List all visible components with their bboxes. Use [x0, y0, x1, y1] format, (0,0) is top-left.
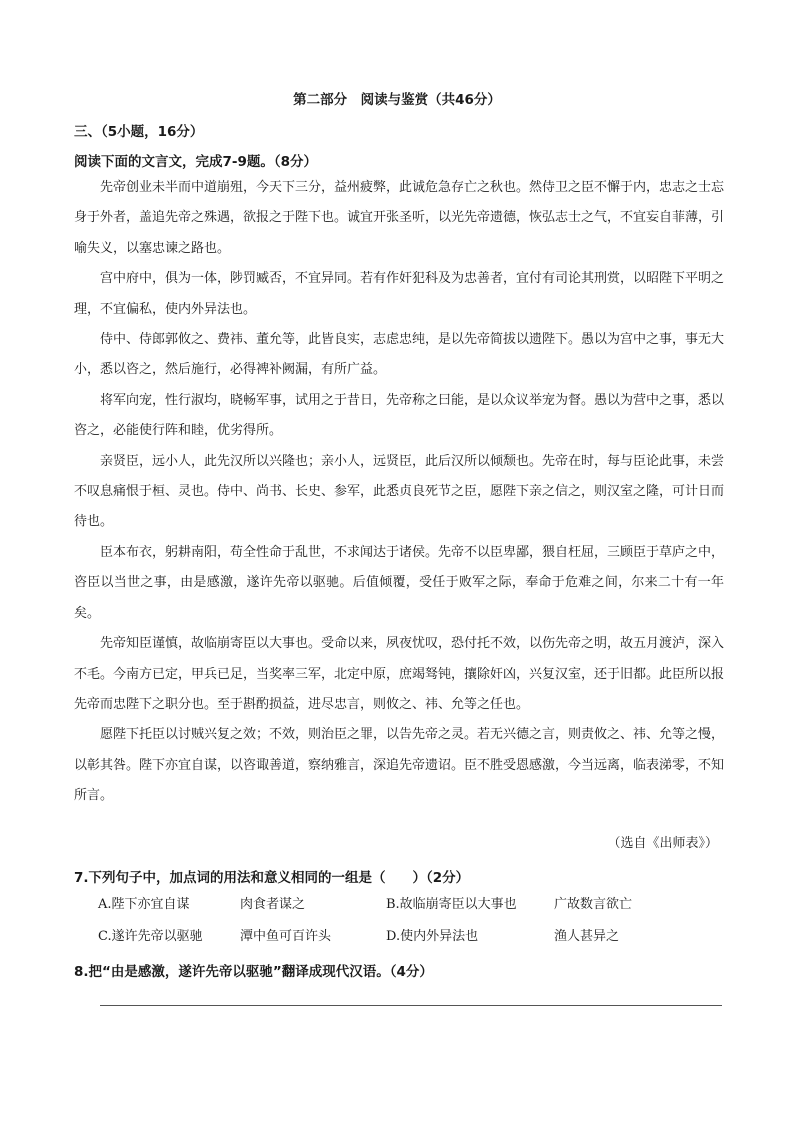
passage-paragraph: 臣本布衣，躬耕南阳，苟全性命于乱世，不求闻达于诸侯。先帝不以臣卑鄙，猥自枉屈，三顾臣于草庐之中，咨臣以当世之事，由是感激，遂许先帝以驱驰。后值倾覆，受任于败军之际，奉命于危难之间，尔来二十有一年矣。: [74, 544, 725, 621]
option-c-sentence-2: 潭中鱼可百许头: [240, 929, 332, 944]
question-7-stem: 7.下列句子中，加点词的用法和意义相同的一组是（ ）（2分）: [74, 870, 470, 886]
option-a-sentence-2: 肉食者谋之: [240, 897, 306, 912]
option-b-sentence-2: 广故数言欲亡: [554, 897, 633, 912]
question-7-options-row-1: [98, 893, 718, 915]
option-a-sentence-1: A.陛下亦宜自谋: [98, 897, 190, 912]
passage-paragraph: 先帝知臣谨慎，故临崩寄臣以大事也。受命以来，夙夜忧叹，恐付托不效，以伤先帝之明，故五月渡泸，深入不毛。今南方已定，甲兵已足，当奖率三军，北定中原，庶竭驽钝，攘除奸凶，兴复汉室，还于旧都。此臣所以报先帝而忠陛下之职分也。至于斟酌损益，进尽忠言，则攸之、祎、允等之任也。: [74, 636, 725, 712]
option-d-sentence-2: 渔人甚异之: [554, 929, 620, 944]
passage-paragraph: 宫中府中，俱为一体，陟罚臧否，不宜异同。若有作奸犯科及为忠善者，宜付有司论其刑赏，以昭陛下平明之理，不宜偏私，使内外异法也。: [74, 271, 725, 317]
option-b-sentence-1: B.故临崩寄臣以大事也: [386, 897, 517, 912]
option-d-sentence-1: D.使内外异法也: [386, 929, 479, 944]
passage-paragraph: 先帝创业未半而中道崩殂，今天下三分，益州疲弊，此诚危急存亡之秋也。然侍卫之臣不懈于内，忠志之士忘身于外者，盖追先帝之殊遇，欲报之于陛下也。诚宜开张圣听，以光先帝遗德，恢弘志士之气，不宜妄自菲薄，引喻失义，以塞忠谏之路也。: [74, 180, 725, 256]
section-heading: 三、（5小题，16分）: [74, 124, 204, 140]
option-c-sentence-1: C.遂许先帝以驱驰: [98, 929, 203, 944]
reading-instruction: 阅读下面的文言文，完成7-9题。（8分）: [74, 154, 318, 170]
passage-paragraph: 将军向宠，性行淑均，晓畅军事，试用之于昔日，先帝称之曰能，是以众议举宠为督。愚以为营中之事，悉以咨之，必能使行阵和睦，优劣得所。: [74, 392, 725, 439]
question-8-stem: 8.把“由是感激，遂许先帝以驱驰”翻译成现代汉语。（4分）: [74, 964, 433, 980]
passage-paragraph: 亲贤臣，远小人，此先汉所以兴隆也；亲小人，远贤臣，此后汉所以倾颓也。先帝在时，每与臣论此事，未尝不叹息痛恨于桓、灵也。侍中、尚书、长史、参军，此悉贞良死节之臣，愿陛下亲之信之，则汉室之隆，可计日而待也。: [74, 453, 725, 530]
answer-line[interactable]: [100, 1005, 722, 1006]
classical-passage: [74, 173, 724, 812]
passage-source: （选自《出师表》）: [607, 836, 718, 851]
passage-paragraph: 愿陛下托臣以讨贼兴复之效；不效，则治臣之罪，以告先帝之灵。若无兴德之言，则责攸之、祎、允等之慢，以彰其咎。陛下亦宜自谋，以咨诹善道，察纳雅言，深追先帝遗诏。臣不胜受恩感激，今当远离，临表涕零，不知所言。: [74, 727, 725, 804]
part-heading: 第二部分 阅读与鉴赏（共46分）: [293, 92, 501, 108]
passage-paragraph: 侍中、侍郎郭攸之、费祎、董允等，此皆良实，志虑忠纯，是以先帝简拔以遗陛下。愚以为宫中之事，事无大小，悉以咨之，然后施行，必得裨补阙漏，有所广益。: [74, 332, 725, 378]
question-7-options-row-2: [98, 925, 718, 947]
